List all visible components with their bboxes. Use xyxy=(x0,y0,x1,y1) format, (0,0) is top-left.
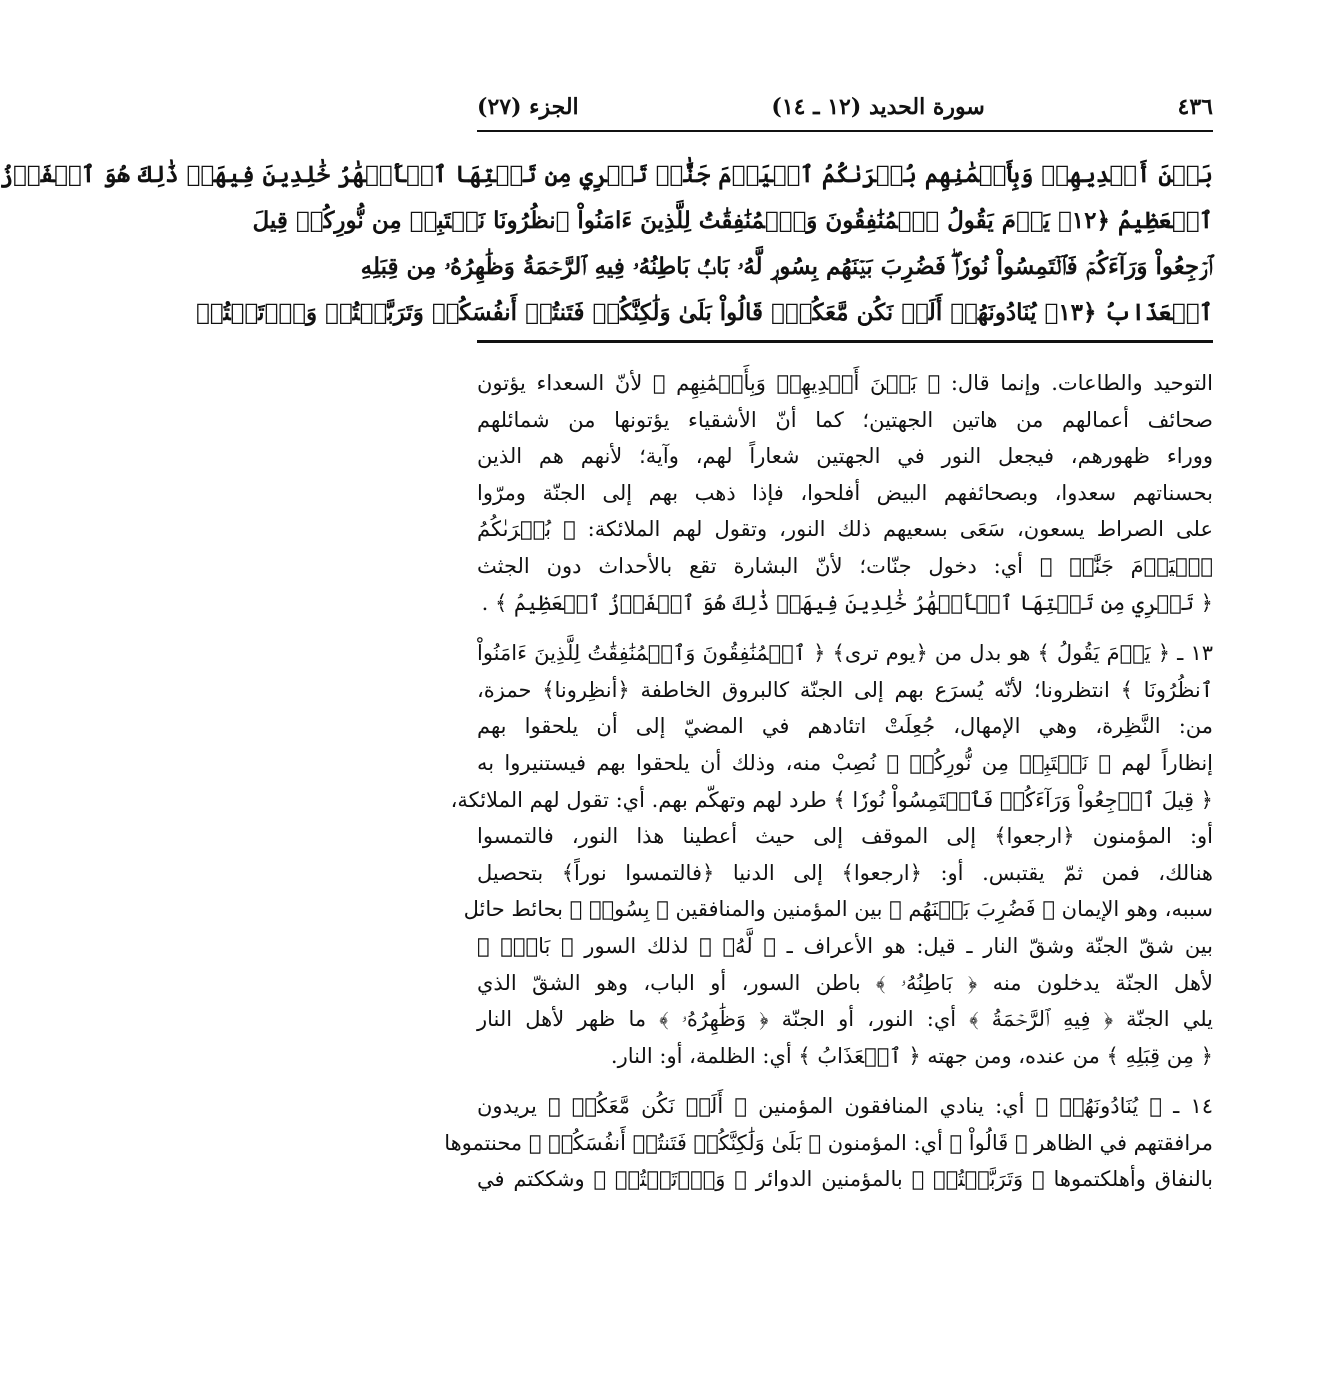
text-line: ووراء ظهورهم، فيجعل النور في الجهتين شعاراً لهم، وآية؛ لأنهم هم الذين xyxy=(477,444,1213,469)
text-line: مرافقتهم في الظاهر ﴿ قَالُواْ ﴾ أي: المؤمنون ﴿ بَلَىٰ وَلَٰكِنَّكُمۡ فَتَنتُمۡ أَنفُسَكُمۡ ﴾ محنتموها xyxy=(444,1130,1213,1155)
quran-verses xyxy=(0,152,1213,336)
commentary-paragraph xyxy=(477,365,1213,621)
surah-title: سورة الحديد (١٢ ـ ١٤) xyxy=(771,94,985,120)
commentary-paragraph xyxy=(450,635,1213,1074)
text-line: بالنفاق وأهلكتموها ﴿ وَتَرَبَّصۡتُمۡ ﴾ بالمؤمنين الدوائر ﴿ وَٱرۡتَبۡتُمۡ ﴾ وشككتم في xyxy=(477,1167,1213,1192)
text-line: ١٣ ـ ﴿ يَوۡمَ يَقُولُ ﴾ هو بدل من ﴿يوم ترى﴾ ﴿ ٱلۡمُنَٰفِقُونَ وَٱلۡمُنَٰفِقَٰتُ لِلَّذِينَ ءَامَنُواْ xyxy=(477,641,1213,666)
text-line: سببه، وهو الإيمان ﴿ فَضُرِبَ بَيۡنَهُم ﴾ بين المؤمنين والمنافقين ﴿ بِسُورٖ ﴾ بحائط حائل xyxy=(463,897,1213,922)
text-line: ﴿ قِيلَ ٱرۡجِعُواْ وَرَآءَكُمۡ فَٱلۡتَمِسُواْ نُورٗا ﴾ طرد لهم وتهكّم بهم. أي: تقول لهم الملائكة، xyxy=(450,787,1213,812)
text-line: هنالك، فمن ثمّ يقتبس. أو: ﴿ارجعوا﴾ إلى الدنيا ﴿فالتمسوا نوراً﴾ بتحصيل xyxy=(477,860,1213,885)
text-line: ٱلۡيَوۡمَ جَنَّٰتٞ ﴾ أي: دخول جنّات؛ لأنّ البشارة تقع بالأحداث دون الجثث xyxy=(477,553,1213,578)
quran-line: ٱلۡعَذَابُ ﴿١٣﴾ يُنَادُونَهُمۡ أَلَمۡ نَكُن مَّعَكُمۡۖ قَالُواْ بَلَىٰ وَلَٰكِنَّكُمۡ فَتَنتُمۡ أَنفُسَكُمۡ وَتَرَبَّصۡتُمۡ وَٱرۡتَبۡتُمۡ xyxy=(195,299,1213,326)
quran-line: ٱلۡعَظِيمُ ﴿١٢﴾ يَوۡمَ يَقُولُ ٱلۡمُنَٰفِقُونَ وَٱلۡمُنَٰفِقَٰتُ لِلَّذِينَ ءَامَنُواْ ٱنظُرُونَا نَقۡتَبِسۡ مِن نُّورِكُمۡ قِيلَ xyxy=(252,207,1213,234)
text-line: إنظاراً لهم ﴿ نَقۡتَبِسۡ مِن نُّورِكُمۡ ﴾ نُصِبْ منه، وذلك أن يلحقوا بهم فيستنيروا به xyxy=(477,750,1213,775)
juz-label: الجزء (٢٧) xyxy=(477,94,579,120)
text-line: بحسناتهم سعدوا، وبصحائفهم البيض أفلحوا، فإذا ذهب بهم إلى الجنّة ومرّوا xyxy=(477,480,1213,505)
quran-line: بَيۡنَ أَيۡدِيهِمۡ وَبِأَيۡمَٰنِهِم بُشۡرَىٰكُمُ ٱلۡيَوۡمَ جَنَّٰتٞ تَجۡرِي مِن تَحۡتِهَا ٱلۡأَنۡهَٰرُ خَٰلِدِينَ فِيهَاۚ ذَٰلِكَ هُوَ ٱلۡفَوۡزُ xyxy=(0,161,1213,188)
quran-divider xyxy=(477,340,1213,343)
text-line: يلي الجنّة ﴿ فِيهِ ٱلرَّحۡمَةُ ﴾ أي: النور، أو الجنّة ﴿ وَظَٰهِرُهُۥ ﴾ ما ظهر لأهل النار xyxy=(477,1007,1213,1032)
text-line: بين شقّ الجنّة وشقّ النار ـ قيل: هو الأعراف ـ ﴿ لَّهُۥ ﴾ لذلك السور ﴿ بَابُۢ ﴾ xyxy=(477,933,1213,958)
commentary-paragraph xyxy=(444,1088,1213,1198)
text-line: ١٤ ـ ﴿ يُنَادُونَهُمۡ ﴾ أي: ينادي المنافقون المؤمنين ﴿ أَلَمۡ نَكُن مَّعَكُمۡ ﴾ يريدون xyxy=(477,1094,1213,1119)
quran-line: ٱرۡجِعُواْ وَرَآءَكُمۡ فَٱلۡتَمِسُواْ نُورٗاۖ فَضُرِبَ بَيۡنَهُم بِسُورٖ لَّهُۥ بَابُۢ بَاطِنُهُۥ فِيهِ ٱلرَّحۡمَةُ وَظَٰهِرُهُۥ مِن قِبَلِهِ xyxy=(360,253,1213,280)
text-line: على الصراط يسعون، سَعَى بسعيهم ذلك النور، وتقول لهم الملائكة: ﴿ بُشۡرَىٰكُمُ xyxy=(477,517,1213,542)
book-page xyxy=(0,88,1213,1198)
text-line: صحائف أعمالهم من هاتين الجهتين؛ كما أنّ الأشقياء يؤتونها من شمائلهم xyxy=(477,407,1213,432)
text-line: أو: المؤمنون ﴿ارجعوا﴾ إلى الموقف إلى حيث أعطينا هذا النور، فالتمسوا xyxy=(477,824,1213,849)
text-line: ٱنظُرُونَا ﴾ انتظرونا؛ لأنّه يُسرَع بهم إلى الجنّة كالبروق الخاطفة ﴿أنظِرونا﴾ حمزة، xyxy=(477,677,1213,702)
text-line: ﴿ تَجۡرِي مِن تَحۡتِهَا ٱلۡأَنۡهَٰرُ خَٰلِدِينَ فِيهَاۚ ذَٰلِكَ هُوَ ٱلۡفَوۡزُ ٱلۡعَظِيمُ ﴾ . xyxy=(481,590,1213,615)
text-line: من: النَّظِرة، وهي الإمهال، جُعِلَتْ اتئادهم في المضيّ إلى أن يلحقوا بهم xyxy=(477,714,1213,739)
header-divider xyxy=(477,130,1213,132)
text-line: لأهل الجنّة يدخلون منه ﴿ بَاطِنُهُۥ ﴾ باطن السور، أو الباب، وهو الشقّ الذي xyxy=(477,970,1213,995)
text-line: ﴿ مِن قِبَلِهِ ﴾ من عنده، ومن جهته ﴿ ٱلۡعَذَابُ ﴾ أي: الظلمة، أو: النار. xyxy=(610,1043,1213,1068)
page-header xyxy=(477,88,1213,126)
page-number: ٤٣٦ xyxy=(1177,94,1213,120)
text-line: التوحيد والطاعات. وإنما قال: ﴿ بَيۡنَ أَيۡدِيهِمۡ وَبِأَيۡمَٰنِهِم ﴾ لأنّ السعداء يؤتون xyxy=(477,371,1213,395)
commentary xyxy=(444,365,1213,1198)
